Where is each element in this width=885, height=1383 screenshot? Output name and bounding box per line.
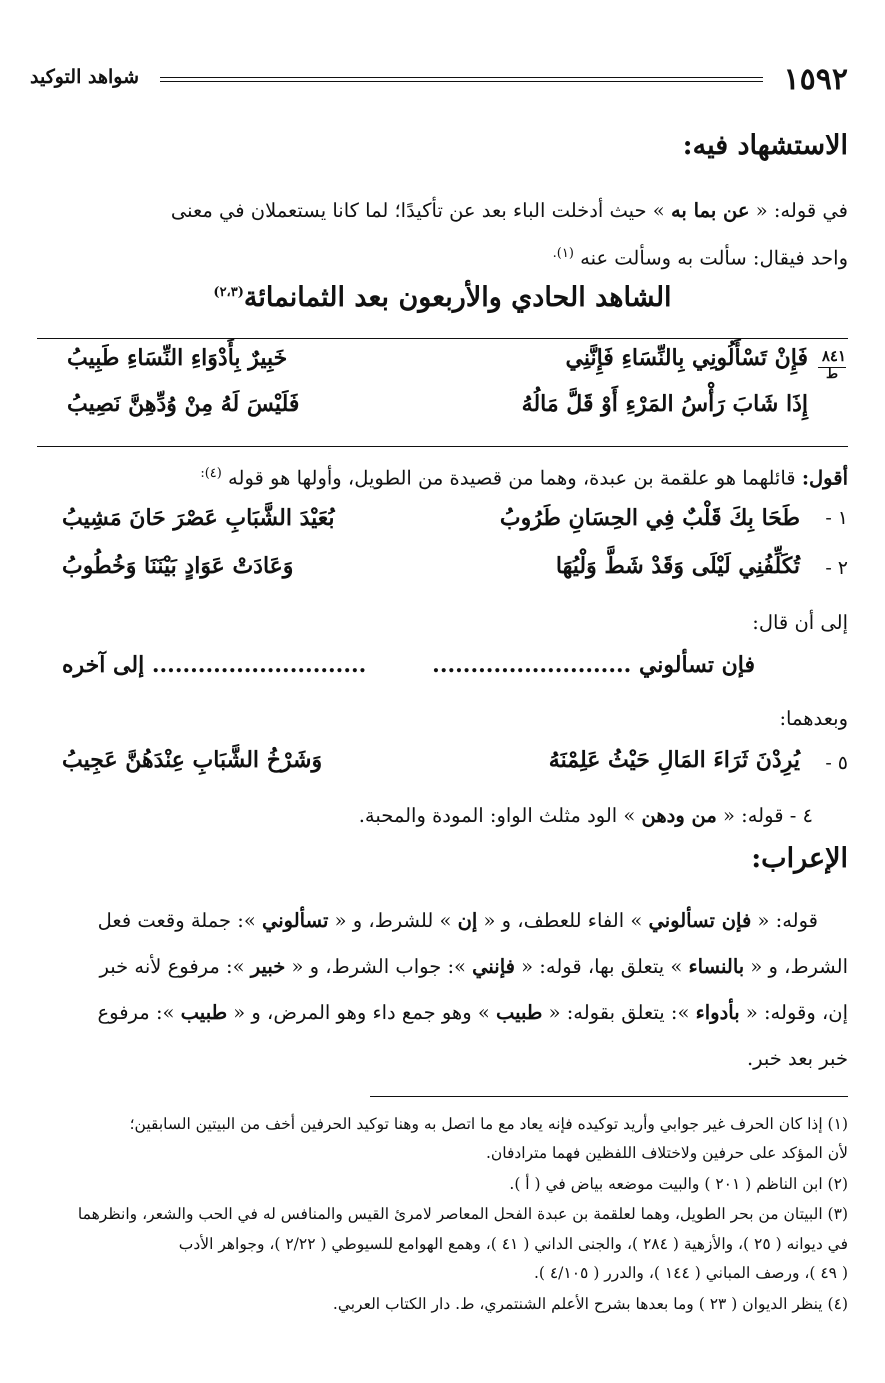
run-bold: عن بما به: [670, 199, 750, 222]
footnote-3-line-2: في ديوانه ( ٢٥ )، والأزهية ( ٢٨٤ )، والجنى الداني ( ٤١ )، وهمع الهوامع للسيوطي ( ٢/٢٢ )، وجواهر الأدب: [178, 1235, 848, 1253]
running-title: شواهد التوكيد: [30, 66, 139, 88]
verse-1-first-hemistich: فَإِنْ تَسْأَلُونِي بِالنِّسَاءِ فَإِنَّنِي: [565, 345, 808, 371]
fain-first-hemistich: فإن تسألوني ..........................: [432, 652, 755, 678]
run-bold: بأدواء: [695, 1001, 740, 1024]
witness-title: [0, 282, 885, 313]
footnote-ref: (٤):: [200, 466, 222, 481]
run-bold: إن: [457, 909, 478, 932]
run: » يتعلق بها، قوله: «: [514, 955, 689, 978]
fain-second-hemistich: ............................ إلى آخره: [62, 652, 367, 678]
section-heading-irab: الإعراب:: [751, 843, 848, 874]
footnote-1-line-1: (١) إذا كان الحرف غير جوابي وأريد توكيده فإنه يعاد مع ما اتصل به وهنا توكيد الحرفين أخف من البيتين السابقين؛: [129, 1115, 848, 1133]
run: في قوله: «: [749, 199, 848, 222]
witness-number: ٨٤١: [821, 347, 846, 365]
baadahuma: وبعدهما:: [779, 707, 848, 730]
footnote-1-line-2: لأن المؤكد على حرفين ولاختلاف اللفظين فهما مترادفان.: [485, 1144, 848, 1162]
note-4: [359, 797, 813, 834]
run: »: جملة وقعت فعل: [97, 909, 262, 932]
poem-1-second-hemistich: بُعَيْدَ الشَّبَابِ عَصْرَ حَانَ مَشِيبُ: [62, 505, 335, 531]
page-number: ١٥٩٢: [783, 62, 848, 97]
irab-line-3: [37, 994, 848, 1031]
run: » حيث أدخلت الباء بعد عن تأكيدًا؛ لما كانا يستعملان في معنى: [170, 199, 671, 222]
run-bold: خبير: [250, 955, 286, 978]
poem-5-second-hemistich: وَشَرْخُ الشَّبَابِ عِنْدَهُنَّ عَجِيبُ: [62, 747, 323, 773]
witness-title-text: الشاهد الحادي والأربعون بعد الثمانمائة: [243, 282, 672, 313]
irab-line-2: [37, 948, 848, 985]
run: قائلهما هو علقمة بن عبدة، وهما من قصيدة من الطويل، وأولها هو قوله: [228, 466, 802, 490]
run-bold: تسألوني: [261, 909, 329, 932]
footnote-ref: (١).: [552, 246, 574, 261]
run-bold: فإنني: [472, 955, 515, 978]
run: ٤ - قوله: «: [716, 804, 813, 827]
poem-5-number: ٥ -: [825, 752, 848, 774]
witness-verse-box: [37, 338, 848, 447]
run-bold: طبيب: [180, 1001, 228, 1024]
run: واحد فيقال: سألت به وسألت عنه: [580, 246, 848, 270]
istishhad-line-2: [553, 235, 848, 277]
poem-5-first-hemistich: يُرِدْنَ ثَرَاءَ المَالِ حَيْثُ عَلِمْنَهُ: [548, 747, 800, 773]
run: قوله: «: [751, 909, 818, 932]
run: »: جواب الشرط، و «: [285, 955, 473, 978]
verse-1-second-hemistich: خَبِيرٌ بِأَدْوَاءِ النِّسَاءِ طَبِيبُ: [67, 345, 288, 371]
run-bold: من ودهن: [641, 804, 717, 827]
meter-mark: ط: [825, 367, 838, 382]
poem-2-first-hemistich: تُكَلِّفُنِي لَيْلَى وَقَدْ شَطَّ وَلْيُهَا: [555, 553, 800, 579]
footnote-2: (٢) ابن الناظم ( ٢٠١ ) والبيت موضعه بياض في ( أ ).: [509, 1175, 848, 1193]
run-bold: طبيب: [495, 1001, 543, 1024]
run: الشرط، و «: [744, 955, 848, 978]
run: »: مرفوع: [97, 1001, 181, 1024]
run: » للشرط، و «: [328, 909, 458, 932]
header-rule: [160, 77, 763, 82]
poem-1-first-hemistich: طَحَا بِكَ قَلْبٌ فِي الحِسَانِ طَرُوبُ: [499, 505, 800, 531]
poem-2-second-hemistich: وَعَادَتْ عَوَادٍ بَيْنَنَا وَخُطُوبُ: [62, 553, 294, 579]
irab-line-1: [37, 902, 848, 939]
run: » الفاء للعطف، و «: [477, 909, 649, 932]
run: »: مرفوع لأنه خبر: [99, 955, 251, 978]
istishhad-line-1: [37, 192, 848, 229]
footnote-4: (٤) ينظر الديوان ( ٢٣ ) وما بعدها بشرح الأعلم الشنتمري، ط. دار الكتاب العربي.: [332, 1295, 848, 1313]
verse-2-first-hemistich: إِذَا شَابَ رَأْسُ المَرْءِ أَوْ قَلَّ مَالُهُ: [521, 391, 808, 417]
run: » الود مثلث الواو: المودة والمحبة.: [358, 804, 642, 827]
irab-line-4: [747, 1040, 848, 1077]
run: » وهو جمع داء وهو المرض، و «: [227, 1001, 496, 1024]
footnote-3-line-1: (٣) البيتان من بحر الطويل، وهما لعلقمة بن عبدة الفحل المعاصر لامرئ القيس والمنافس له في الحب والشعر، وانظرهما: [77, 1205, 848, 1223]
footnote-ref: (٢،٣): [213, 285, 244, 300]
verse-2-second-hemistich: فَلَيْسَ لَهُ مِنْ وُدِّهِنَّ نَصِيبُ: [67, 391, 300, 417]
aqul-paragraph: [200, 455, 848, 497]
run: »: يتعلق بقوله: «: [542, 1001, 696, 1024]
poem-1-number: ١ -: [825, 507, 848, 529]
ila-an-qal: إلى أن قال:: [752, 611, 848, 634]
run-bold: بالنساء: [688, 955, 745, 978]
run-bold: فإن تسألوني: [648, 909, 752, 932]
run: إن، وقوله: «: [739, 1001, 848, 1024]
run: خبر بعد خبر.: [746, 1047, 848, 1070]
poem-2-number: ٢ -: [825, 557, 848, 579]
footnote-3-line-3: ( ٤٩ )، ورصف المباني ( ١٤٤ )، والدرر ( ٤/١٠٥ ).: [533, 1264, 848, 1282]
footnote-rule: [370, 1096, 848, 1097]
section-heading-istishhad: الاستشهاد فيه:: [682, 130, 848, 161]
aqul-lead: أقول:: [801, 466, 848, 490]
